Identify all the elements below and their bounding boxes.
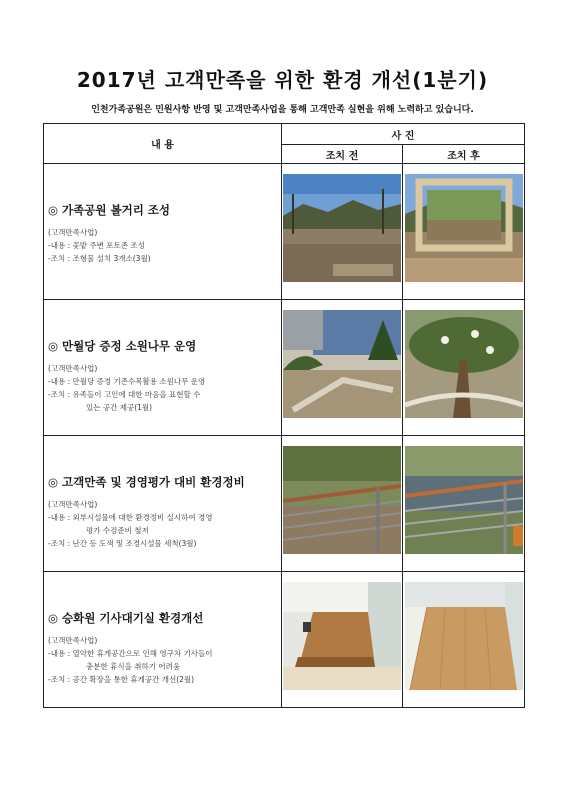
page-subtitle: 인천가족공원은 민원사항 반영 및 고객만족사업을 통해 고객만족 실현을 위해 노력하고 있습니다. <box>91 105 474 115</box>
photo-before-cell <box>282 572 403 708</box>
item-title: ◎ 승화원 기사대기실 환경개선 <box>48 611 204 625</box>
header-after: 조치 후 <box>403 145 525 164</box>
page-title: 2017년 고객만족을 위한 환경 개선(1분기) <box>76 68 489 92</box>
photo-before-park <box>283 174 401 282</box>
item-content-line: -내용 : 열악한 휴게공간으로 인해 영구차 기사들이 <box>48 649 213 658</box>
item-content-line: 충분한 휴식을 취하기 어려움 <box>86 662 181 671</box>
item-title: ◎ 가족공원 볼거리 조성 <box>48 203 171 217</box>
photo-before-room <box>283 582 401 690</box>
content-cell <box>44 436 282 572</box>
item-category: (고객만족사업) <box>48 228 98 237</box>
item-category: (고객만족사업) <box>48 364 98 373</box>
item-action-line: -조치 : 공간 확장을 통한 휴게공간 개선(2월) <box>48 675 195 684</box>
item-action-line: 있는 공간 제공(1월) <box>86 403 153 412</box>
item-title: ◎ 만월당 증정 소원나무 운영 <box>48 339 197 353</box>
item-action-line: -조치 : 조형물 설치 3개소(3월) <box>48 254 151 263</box>
table-row <box>44 572 525 708</box>
item-action-line: -조치 : 난간 등 도색 및 조경시설물 세척(3월) <box>48 539 197 548</box>
content-cell <box>44 300 282 436</box>
item-category: (고객만족사업) <box>48 636 98 645</box>
photo-after-tree <box>405 310 523 418</box>
header-photo: 사 진 <box>282 124 525 145</box>
header-content: 내 용 <box>44 124 282 164</box>
photo-after-cell <box>403 572 525 708</box>
header-before: 조치 전 <box>282 145 403 164</box>
photo-after-railing <box>405 446 523 554</box>
photo-before-railing <box>283 446 401 554</box>
item-category: (고객만족사업) <box>48 500 98 509</box>
item-content-line: -내용 : 꽃밭 주변 포토존 조성 <box>48 241 145 250</box>
content-cell <box>44 164 282 300</box>
item-content-line: -내용 : 외부시설물에 대한 환경정비 실시하여 경영 <box>48 513 213 522</box>
photo-before-cell <box>282 300 403 436</box>
item-title: ◎ 고객만족 및 경영평가 대비 환경정비 <box>48 475 245 489</box>
photo-after-room <box>405 582 523 690</box>
photo-after-cell <box>403 436 525 572</box>
table-row <box>44 164 525 300</box>
photo-before-cell <box>282 164 403 300</box>
photo-before-cell <box>282 436 403 572</box>
photo-before-tree <box>283 310 401 418</box>
improvement-table <box>43 123 525 708</box>
table-row <box>44 436 525 572</box>
item-action-line: -조치 : 유족들이 고인에 대한 마음을 표현할 수 <box>48 390 201 399</box>
photo-after-park <box>405 174 523 282</box>
content-cell <box>44 572 282 708</box>
item-content-line: -내용 : 만월당 증정 기존수목활용 소원나무 운영 <box>48 377 206 386</box>
photo-after-cell <box>403 164 525 300</box>
table-row <box>44 300 525 436</box>
photo-after-cell <box>403 300 525 436</box>
item-content-line: 평가 수검준비 철저 <box>86 526 149 535</box>
